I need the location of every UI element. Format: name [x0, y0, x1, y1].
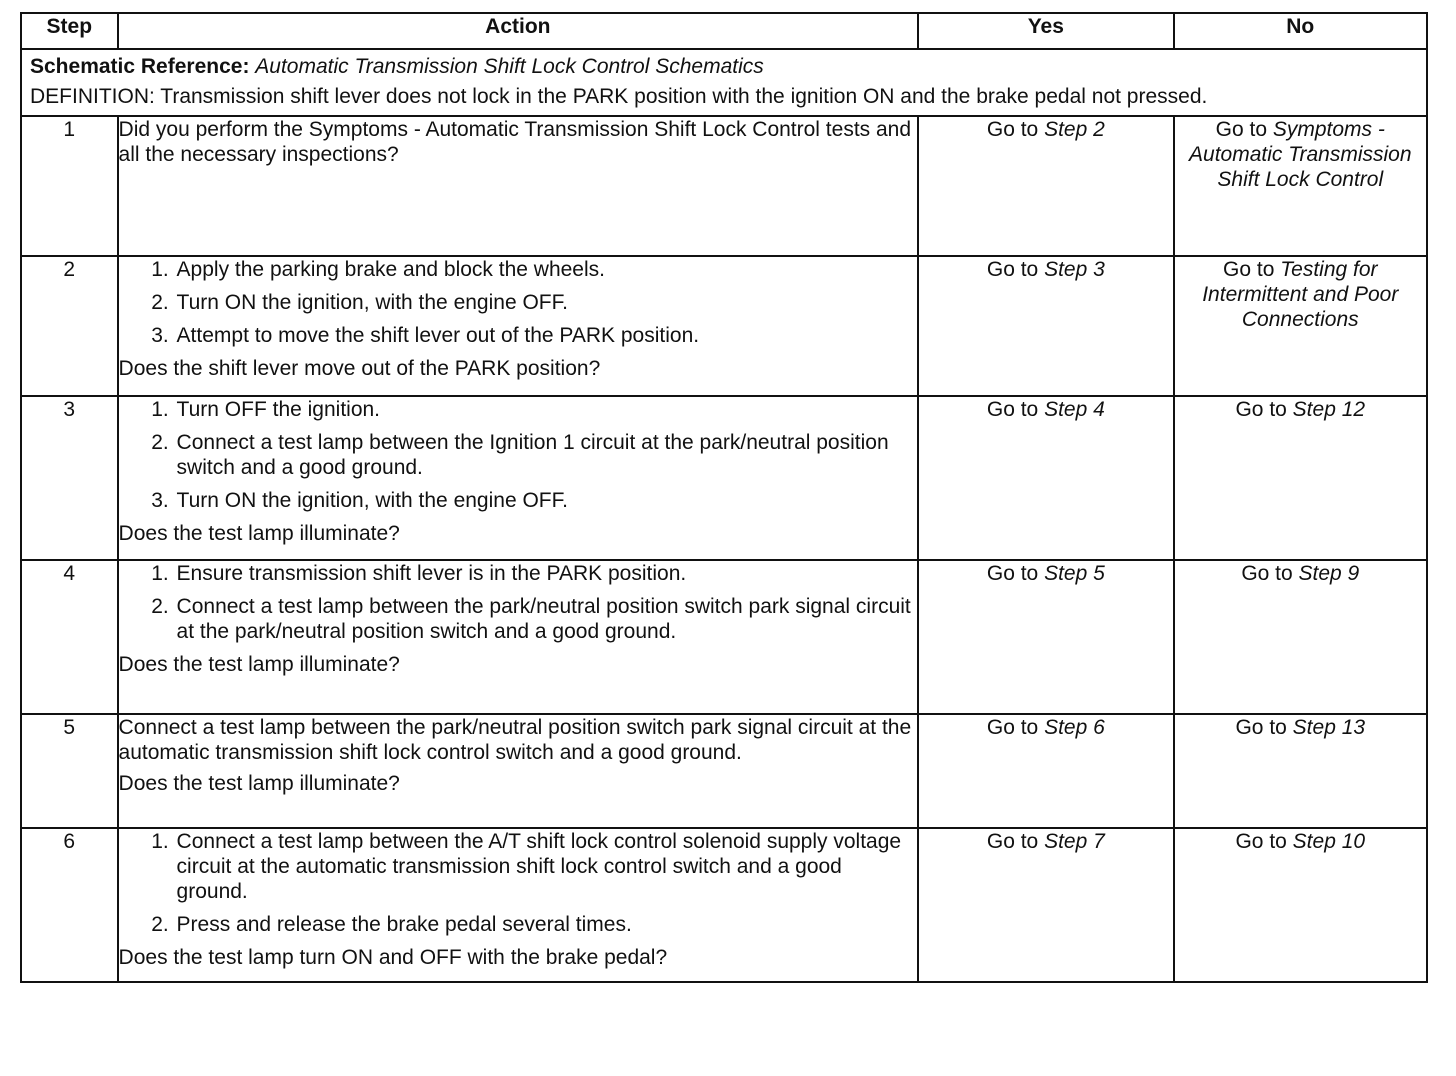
goto-prefix: Go to — [1223, 258, 1281, 281]
substep-item: 2. Turn ON the ignition, with the engine OFF. — [175, 290, 918, 315]
action-cell — [118, 828, 919, 982]
header-action: Action — [118, 13, 919, 49]
no-cell — [1174, 714, 1427, 828]
substep-item: 1. Ensure transmission shift lever is in the PARK position. — [175, 561, 918, 586]
yes-goto — [987, 716, 1105, 739]
yes-target: Step 7 — [1044, 830, 1105, 853]
yes-cell — [918, 256, 1173, 396]
no-target: Step 9 — [1298, 562, 1360, 585]
no-goto — [1202, 258, 1398, 331]
yes-goto — [987, 258, 1105, 281]
yes-cell — [918, 116, 1173, 256]
no-cell — [1174, 256, 1427, 396]
yes-cell — [918, 396, 1173, 560]
no-goto — [1235, 716, 1365, 739]
action-question: Does the shift lever move out of the PARK position? — [118, 357, 601, 380]
goto-prefix: Go to — [986, 258, 1045, 281]
yes-cell — [918, 714, 1173, 828]
substep-list — [119, 257, 918, 348]
goto-prefix: Go to — [1215, 118, 1273, 141]
header-yes: Yes — [918, 13, 1173, 49]
no-target: Step 13 — [1292, 716, 1366, 739]
no-cell — [1174, 828, 1427, 982]
table-row — [21, 396, 1427, 560]
schematic-reference — [30, 54, 1418, 79]
yes-goto — [987, 398, 1105, 421]
schematic-reference-value: Automatic Transmission Shift Lock Control Schematics — [255, 55, 764, 78]
substep-item: 3. Attempt to move the shift lever out of the PARK position. — [175, 323, 918, 348]
goto-prefix: Go to — [986, 398, 1045, 421]
yes-cell — [918, 560, 1173, 714]
no-goto — [1189, 118, 1412, 191]
table-row — [21, 256, 1427, 396]
no-goto — [1235, 830, 1365, 853]
action-question: Does the test lamp turn ON and OFF with the brake pedal? — [118, 946, 668, 969]
action-question: Does the test lamp illuminate? — [118, 653, 400, 676]
goto-prefix: Go to — [986, 562, 1045, 585]
no-goto — [1241, 562, 1359, 585]
no-target: Step 10 — [1292, 830, 1366, 853]
action-cell — [118, 256, 919, 396]
step-number: 1 — [21, 116, 118, 256]
action-cell — [118, 116, 919, 256]
table-row — [21, 116, 1427, 256]
step-number: 3 — [21, 396, 118, 560]
yes-target: Step 2 — [1044, 118, 1105, 141]
action-cell — [118, 396, 919, 560]
goto-prefix: Go to — [986, 830, 1045, 853]
goto-prefix: Go to — [986, 118, 1045, 141]
action-question: Does the test lamp illuminate? — [118, 522, 400, 545]
table-row — [21, 714, 1427, 828]
step-number: 2 — [21, 256, 118, 396]
action-text: Connect a test lamp between the park/neutral position switch park signal circuit at the automatic transmission shift lock control switch and a good ground. — [118, 716, 912, 764]
no-target: Step 12 — [1292, 398, 1366, 421]
substep-item: 3. Turn ON the ignition, with the engine OFF. — [175, 488, 918, 513]
yes-target: Step 3 — [1044, 258, 1105, 281]
table-row — [21, 828, 1427, 982]
schematic-reference-label: Schematic Reference: — [30, 55, 250, 78]
header-row — [21, 13, 1427, 49]
yes-cell — [918, 828, 1173, 982]
header-no: No — [1174, 13, 1427, 49]
substep-item: 1. Apply the parking brake and block the wheels. — [175, 257, 918, 282]
substep-list — [119, 829, 918, 937]
no-cell — [1174, 560, 1427, 714]
goto-prefix: Go to — [1235, 398, 1293, 421]
header-step: Step — [21, 13, 118, 49]
definition-text: DEFINITION: Transmission shift lever does not lock in the PARK position with the ignition ON and the brake pedal not pressed. — [30, 85, 1208, 108]
action-text: Did you perform the Symptoms - Automatic Transmission Shift Lock Control tests and all the necessary inspections? — [118, 118, 912, 166]
substep-item: 1. Turn OFF the ignition. — [175, 397, 918, 422]
substep-list — [119, 561, 918, 644]
step-number: 6 — [21, 828, 118, 982]
substep-list — [119, 397, 918, 513]
yes-target: Step 4 — [1044, 398, 1105, 421]
goto-prefix: Go to — [986, 716, 1045, 739]
substep-item: 1. Connect a test lamp between the A/T shift lock control solenoid supply voltage circuit at the automatic transmission shift lock control switch and a good ground. — [175, 829, 918, 904]
no-target: Testing for Intermittent and Poor Connections — [1202, 258, 1399, 331]
diagnostic-table — [20, 12, 1428, 983]
yes-goto — [987, 118, 1105, 141]
no-cell — [1174, 116, 1427, 256]
no-target: Symptoms - Automatic Transmission Shift Lock Control — [1189, 118, 1412, 191]
action-cell — [118, 560, 919, 714]
goto-prefix: Go to — [1235, 830, 1293, 853]
table-row — [21, 560, 1427, 714]
no-goto — [1235, 398, 1365, 421]
substep-item: 2. Connect a test lamp between the park/neutral position switch park signal circuit at the park/neutral position switch and a good ground. — [175, 594, 918, 644]
yes-goto — [987, 830, 1105, 853]
goto-prefix: Go to — [1235, 716, 1293, 739]
action-cell — [118, 714, 919, 828]
step-number: 5 — [21, 714, 118, 828]
action-question: Does the test lamp illuminate? — [118, 772, 400, 795]
reference-row — [21, 49, 1427, 116]
yes-target: Step 6 — [1044, 716, 1105, 739]
yes-target: Step 5 — [1044, 562, 1105, 585]
no-cell — [1174, 396, 1427, 560]
step-number: 4 — [21, 560, 118, 714]
goto-prefix: Go to — [1241, 562, 1299, 585]
yes-goto — [987, 562, 1105, 585]
substep-item: 2. Connect a test lamp between the Ignition 1 circuit at the park/neutral position switch and a good ground. — [175, 430, 918, 480]
reference-cell — [21, 49, 1427, 116]
substep-item: 2. Press and release the brake pedal several times. — [175, 912, 918, 937]
